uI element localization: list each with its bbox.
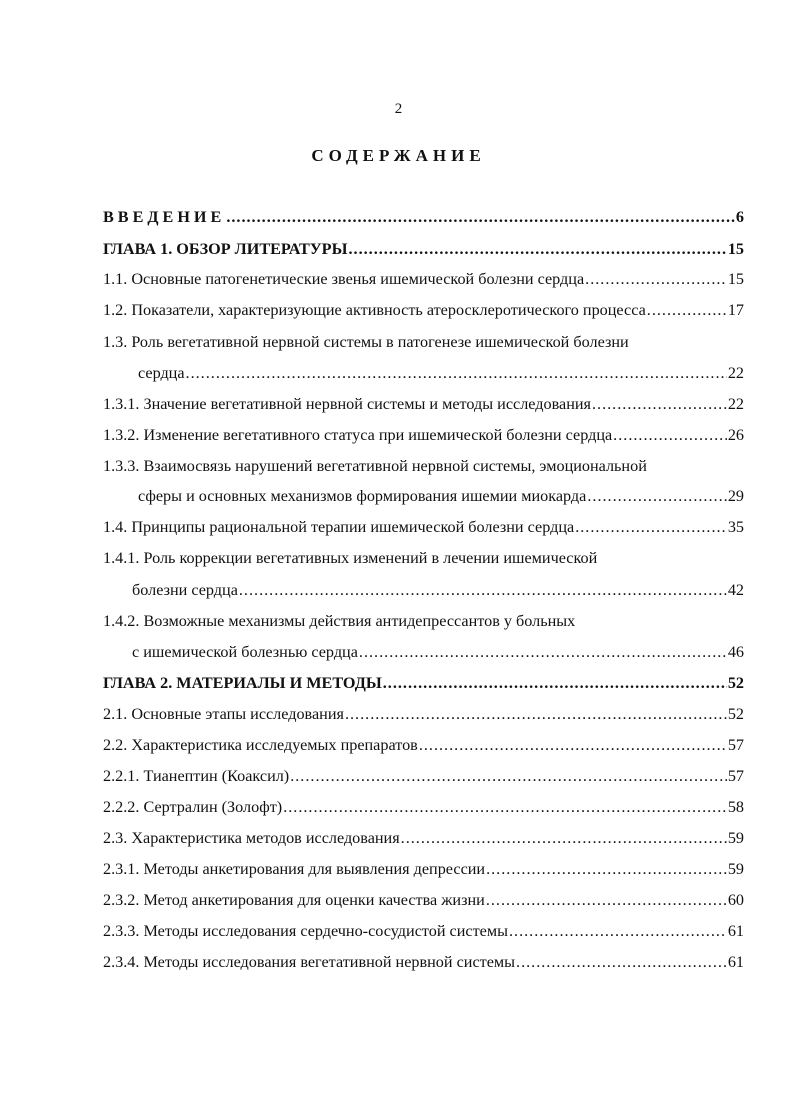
toc-leader-dots: [226, 205, 735, 229]
toc-entry-1-3-3-cont[interactable]: [138, 484, 744, 508]
toc-leader-dots: [613, 423, 727, 447]
toc-leader-dots: [575, 515, 727, 539]
toc-entry-page: 52: [727, 674, 744, 692]
toc-leader-dots: [587, 484, 726, 508]
toc-entry-page: 61: [727, 922, 744, 940]
toc-entry-2-3-2[interactable]: [103, 888, 744, 912]
toc-entry-label: 2.2.1. Тианептин (Коаксил): [103, 767, 290, 785]
toc-entry-label: с ишемической болезнью сердца: [132, 643, 358, 661]
toc-entry-page: 59: [727, 829, 744, 847]
toc-entry-1-3-3[interactable]: [103, 454, 744, 478]
toc-entry-2-3[interactable]: [103, 826, 744, 850]
toc-entry-page: 26: [727, 426, 744, 444]
toc-entry-page: 60: [727, 891, 744, 909]
toc-leader-dots: [239, 578, 727, 602]
toc-leader-dots: [486, 857, 727, 881]
toc-entry-2-1[interactable]: [103, 702, 744, 726]
toc-entry-2-2-2[interactable]: [103, 795, 744, 819]
toc-entry-label: 1.3.2. Изменение вегетативного статуса при ишемической болезни сердца: [103, 426, 613, 444]
toc-entry-label: сферы и основных механизмов формирования ишемии миокарда: [138, 487, 587, 505]
toc-entry-page: 57: [727, 767, 744, 785]
toc-entry-page: 57: [727, 736, 744, 754]
toc-entry-page: 52: [727, 705, 744, 723]
toc-entry-label: 1.4.1. Роль коррекции вегетативных изменений в лечении ишемической: [103, 549, 598, 567]
toc-entry-page: 6: [735, 208, 744, 226]
toc-entry-page: 61: [727, 953, 744, 971]
toc-entry-label: 1.4. Принципы рациональной терапии ишемической болезни сердца: [103, 518, 575, 536]
toc-leader-dots: [290, 764, 727, 788]
toc-entry-label: 1.3. Роль вегетативной нервной системы в патогенезе ишемической болезни: [103, 333, 629, 351]
toc-entry-label: сердца: [138, 364, 185, 382]
toc-entry-label: 2.2. Характеристика исследуемых препаратов: [103, 736, 418, 754]
toc-entry-1-4-2-cont[interactable]: [132, 640, 744, 664]
toc-leader-dots: [486, 888, 727, 912]
toc-entry-2-3-1[interactable]: [103, 857, 744, 881]
toc-entry-label: 1.2. Показатели, характеризующие активность атеросклеротического процесса: [103, 301, 646, 319]
toc-leader-dots: [283, 795, 727, 819]
toc-entry-label: 2.2.2. Сертралин (Золофт): [103, 798, 283, 816]
toc-entry-label: 2.3.4. Методы исследования вегетативной нервной системы: [103, 953, 516, 971]
toc-leader-dots: [509, 919, 727, 943]
toc-entry-chapter-2[interactable]: [103, 671, 744, 695]
toc-entry-1-2[interactable]: [103, 298, 744, 322]
toc-entry-page: 22: [727, 364, 744, 382]
toc-entry-1-4-1-cont[interactable]: [132, 578, 744, 602]
toc-entry-1-4[interactable]: [103, 515, 744, 539]
toc-entry-1-3-2[interactable]: [103, 423, 744, 447]
toc-entry-page: 42: [727, 581, 744, 599]
toc-leader-dots: [647, 298, 727, 322]
toc-leader-dots: [348, 237, 726, 261]
toc-leader-dots: [585, 267, 727, 291]
toc-leader-dots: [345, 702, 727, 726]
toc-entry-label: 1.1. Основные патогенетические звенья ишемической болезни сердца: [103, 270, 585, 288]
toc-entry-introduction[interactable]: [103, 205, 744, 229]
toc-leader-dots: [516, 950, 727, 974]
toc-entry-label: ГЛАВА 2. МАТЕРИАЛЫ И МЕТОДЫ: [103, 674, 382, 692]
toc-entry-page: 58: [727, 798, 744, 816]
toc-entry-label: 2.3.2. Метод анкетирования для оценки качества жизни: [103, 891, 485, 909]
toc-entry-page: 29: [727, 487, 744, 505]
toc-entry-page: 59: [727, 860, 744, 878]
toc-entry-page: 15: [727, 270, 744, 288]
toc-entry-page: 17: [727, 301, 744, 319]
toc-leader-dots: [592, 392, 727, 416]
toc-leader-dots: [419, 733, 727, 757]
toc-entry-1-3[interactable]: [103, 330, 744, 354]
toc-entry-label: ВВЕДЕНИЕ: [103, 208, 226, 226]
toc-entry-chapter-1[interactable]: [103, 237, 744, 261]
toc-leader-dots: [186, 361, 727, 385]
toc-entry-label: 2.3. Характеристика методов исследования: [103, 829, 400, 847]
toc-leader-dots: [401, 826, 727, 850]
toc-entry-label: 2.3.1. Методы анкетирования для выявления депрессии: [103, 860, 486, 878]
toc-entry-label: 1.4.2. Возможные механизмы действия антидепрессантов у больных: [103, 612, 576, 630]
toc-entry-label: ГЛАВА 1. ОБЗОР ЛИТЕРАТУРЫ: [103, 240, 348, 258]
toc-leader-dots: [359, 640, 727, 664]
toc-entry-2-2[interactable]: [103, 733, 744, 757]
page-number: 2: [394, 101, 403, 117]
toc-entry-1-4-1[interactable]: [103, 546, 744, 570]
toc-entry-label: болезни сердца: [132, 581, 238, 599]
toc-entry-2-3-3[interactable]: [103, 919, 744, 943]
toc-entry-2-2-1[interactable]: [103, 764, 744, 788]
toc-entry-page: 46: [727, 643, 744, 661]
toc-entry-1-1[interactable]: [103, 267, 744, 291]
toc-entry-2-3-4[interactable]: [103, 950, 744, 974]
toc-entry-1-3-1[interactable]: [103, 392, 744, 416]
toc-entry-label: 2.3.3. Методы исследования сердечно-сосудистой системы: [103, 922, 508, 940]
toc-title: СОДЕРЖАНИЕ: [311, 146, 486, 165]
toc-entry-page: 15: [727, 240, 744, 258]
toc-entry-page: 22: [727, 395, 744, 413]
toc-entry-page: 35: [727, 518, 744, 536]
toc-entry-1-3-cont[interactable]: [138, 361, 744, 385]
toc-entry-label: 1.3.3. Взаимосвязь нарушений вегетативной нервной системы, эмоциональной: [103, 457, 647, 475]
toc-entry-label: 1.3.1. Значение вегетативной нервной системы и методы исследования: [103, 395, 591, 413]
toc-entry-label: 2.1. Основные этапы исследования: [103, 705, 344, 723]
toc-entry-1-4-2[interactable]: [103, 609, 744, 633]
toc-leader-dots: [383, 671, 727, 695]
